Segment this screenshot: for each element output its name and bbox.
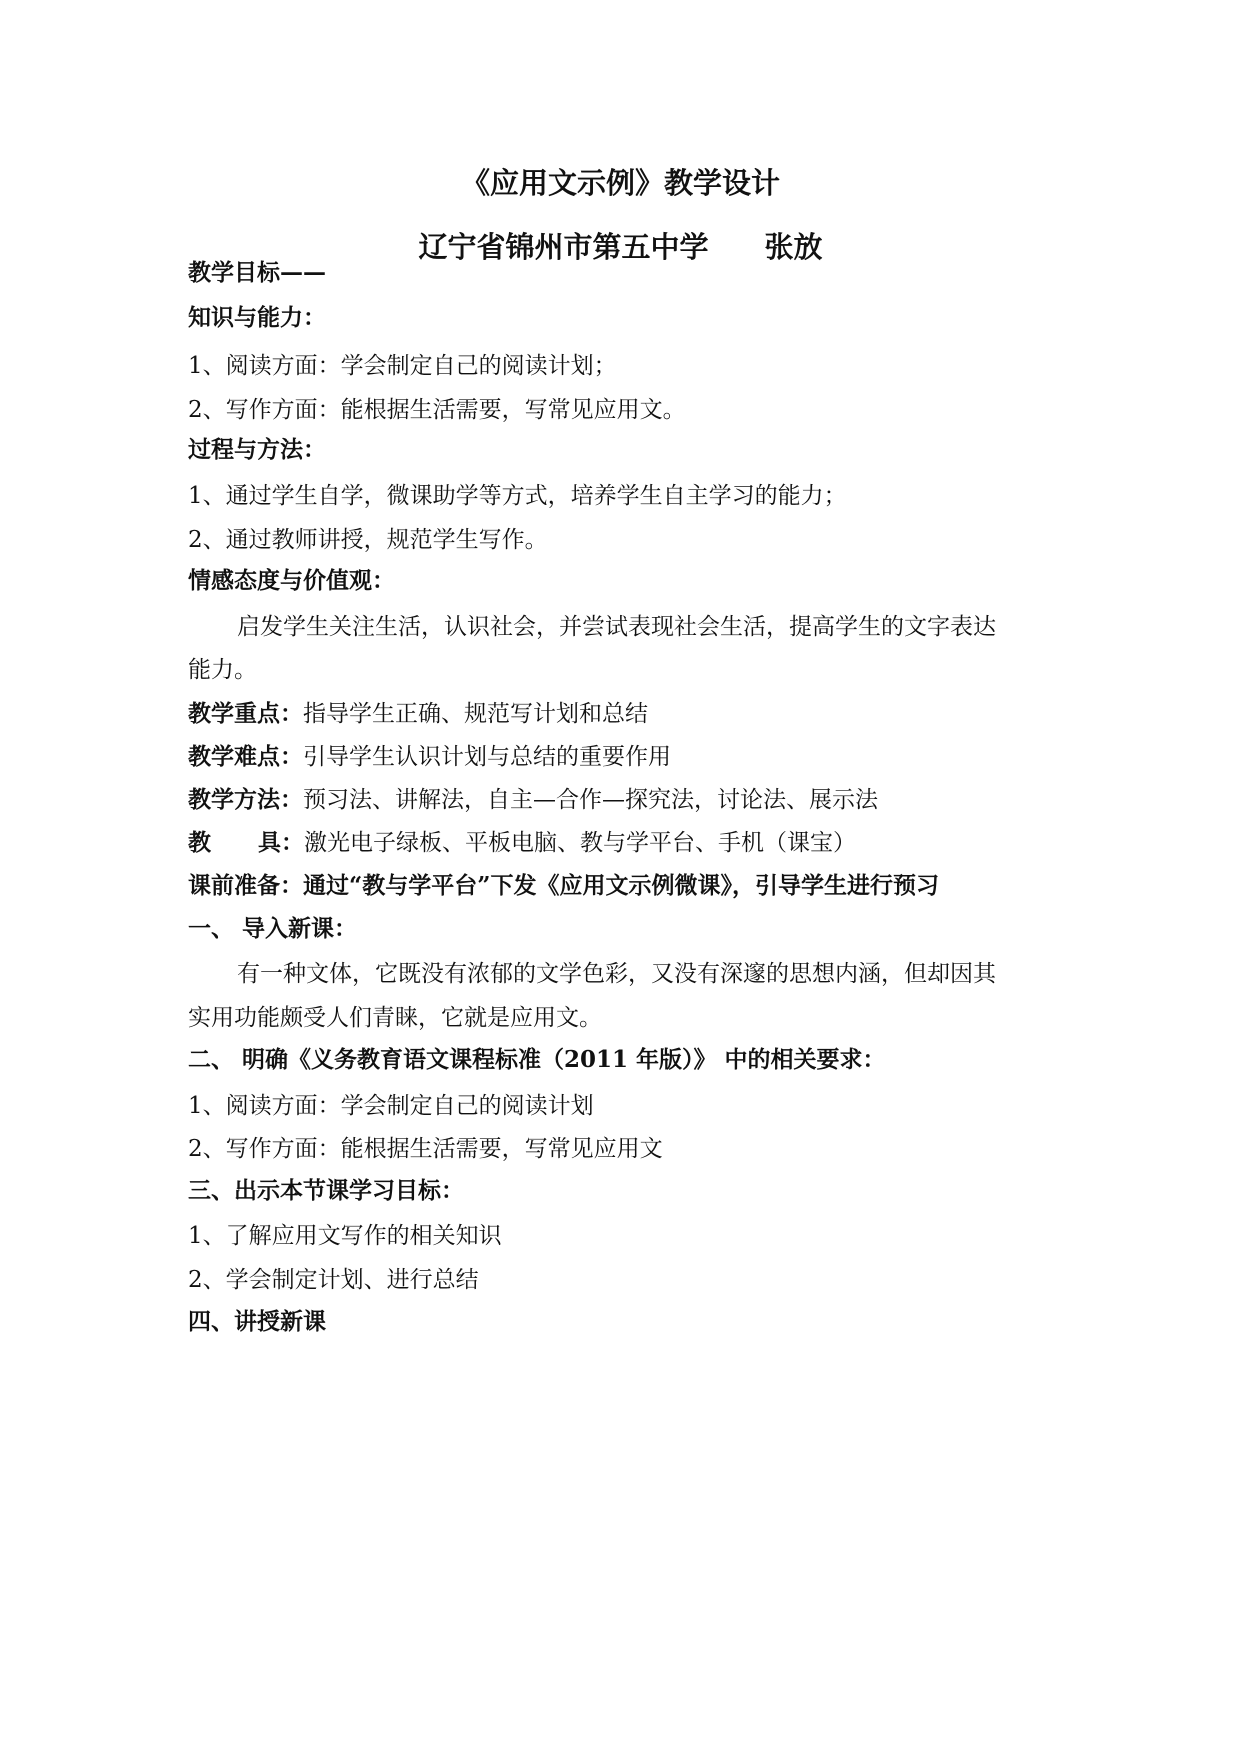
prep-line bbox=[188, 871, 939, 901]
knowledge-item: 2、写作方面：能根据生活需要，写常见应用文。 bbox=[188, 397, 686, 423]
emotion-paragraph-line: 启发学生关注生活，认识社会，并尝试表现社会生活，提高学生的文字表达 bbox=[237, 614, 996, 640]
difficulty-label: 教学难点： bbox=[188, 743, 303, 770]
key-point-text: 指导学生正确、规范写计划和总结 bbox=[303, 701, 648, 727]
difficulty-line bbox=[188, 742, 671, 772]
prep-text: 通过“教与学平台”下发《应用文示例微课》，引导学生进行预习 bbox=[303, 872, 939, 899]
tools-line bbox=[188, 828, 856, 858]
section-heading-goals: 三、出示本节课学习目标： bbox=[188, 1177, 464, 1204]
section-heading-standards: 二、 明确《义务教育语文课程标准（2011 年版）》 中的相关要求： bbox=[188, 1046, 886, 1073]
intro-paragraph-line: 实用功能颇受人们青睐，它就是应用文。 bbox=[188, 1005, 602, 1031]
difficulty-text: 引导学生认识计划与总结的重要作用 bbox=[303, 744, 671, 770]
standards-item: 1、阅读方面：学会制定自己的阅读计划 bbox=[188, 1093, 594, 1119]
section-heading-intro: 一、 导入新课： bbox=[188, 915, 358, 942]
method-label: 教学方法： bbox=[188, 786, 303, 813]
author-school: 辽宁省锦州市第五中学 bbox=[418, 230, 709, 264]
standards-item: 2、写作方面：能根据生活需要，写常见应用文 bbox=[188, 1136, 663, 1162]
prep-label: 课前准备： bbox=[188, 872, 303, 899]
goals-item: 2、学会制定计划、进行总结 bbox=[188, 1267, 479, 1293]
intro-paragraph-line: 有一种文体，它既没有浓郁的文学色彩，又没有深邃的思想内涵，但却因其 bbox=[237, 961, 996, 987]
objectives-heading: 教学目标—— bbox=[188, 259, 326, 286]
process-item: 2、通过教师讲授，规范学生写作。 bbox=[188, 527, 548, 553]
key-point-line bbox=[188, 699, 648, 729]
author-line bbox=[0, 227, 1241, 267]
goals-item: 1、了解应用文写作的相关知识 bbox=[188, 1223, 502, 1249]
emotion-heading: 情感态度与价值观： bbox=[188, 567, 395, 594]
author-name: 张放 bbox=[764, 230, 823, 264]
process-item: 1、通过学生自学，微课助学等方式，培养学生自主学习的能力； bbox=[188, 483, 847, 509]
emotion-paragraph-line: 能力。 bbox=[188, 657, 257, 683]
knowledge-heading: 知识与能力： bbox=[188, 304, 326, 331]
section-heading-teaching: 四、讲授新课 bbox=[188, 1308, 326, 1335]
knowledge-item: 1、阅读方面：学会制定自己的阅读计划； bbox=[188, 353, 617, 379]
document-title: 《应用文示例》教学设计 bbox=[460, 166, 780, 200]
method-line bbox=[188, 785, 878, 815]
key-point-label: 教学重点： bbox=[188, 700, 303, 727]
method-text: 预习法、讲解法，自主—合作—探究法，讨论法、展示法 bbox=[303, 787, 878, 813]
process-heading: 过程与方法： bbox=[188, 436, 326, 463]
tools-label: 教 具： bbox=[188, 829, 304, 856]
tools-text: 激光电子绿板、平板电脑、教与学平台、手机（课宝） bbox=[304, 830, 856, 856]
